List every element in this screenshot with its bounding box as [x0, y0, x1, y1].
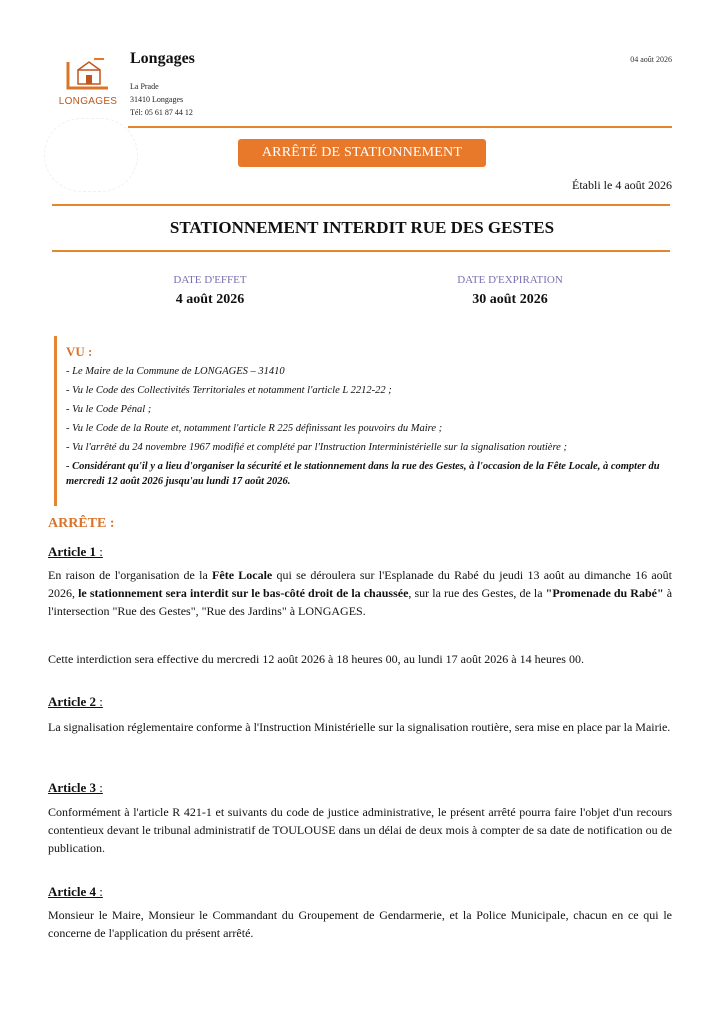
vu-item: - Vu le Code des Collectivités Territoriales et notamment l'article L 2212-22 ; [66, 385, 392, 396]
vu-title: VU : [66, 344, 93, 359]
page-title: STATIONNEMENT INTERDIT RUE DES GESTES [169, 218, 555, 237]
article-4-heading: Article 4 : [48, 884, 103, 899]
vu-item: - Le Maire de la Commune de LONGAGES – 31410 [66, 366, 285, 377]
vu-item: - Vu l'arrêté du 24 novembre 1967 modifié et complété par l'Instruction Interministérielle sur la signalisation routière ; [66, 442, 567, 453]
phone-number: Tél: 05 61 87 44 12 [130, 108, 193, 117]
vu-list [66, 362, 678, 489]
title-divider-top [52, 204, 670, 206]
effect-date-value: 4 août 2026 [175, 292, 245, 307]
title-divider-bottom [52, 250, 670, 252]
commune-logo [52, 56, 124, 112]
vu-item-considerant: - Considérant qu'il y a lieu d'organiser la sécurité et le stationnement dans la rue des Gestes, à l'occasion de la Fête Locale, à compter du mercredi 12 août 2026 jusqu'au lundi 17 août 2026. [66, 461, 660, 487]
arrete-title: ARRÊTE : [48, 516, 115, 531]
logo-wordmark: LONGAGES [58, 96, 118, 107]
header-date: 04 août 2026 [630, 55, 672, 64]
official-stamp [44, 118, 138, 192]
article-4-paragraph: Monsieur le Maire, Monsieur le Commandant du Groupement de Gendarmerie, et la Police Municipale, chacun en ce qui le concerne de l'application du présent arrêté. [48, 908, 672, 940]
expiry-date-label: DATE D'EXPIRATION [457, 274, 563, 286]
article-1-paragraph-1: En raison de l'organisation de la Fête Locale qui se déroulera sur l'Esplanade du Rabé du jeudi 13 août au dimanche 16 août 2026, le stationnement sera interdit sur le bas-côté droit de la chaussée, sur la rue des Gestes, de la "Promenade du Rabé" à l'intersection "Rue des Gestes", "Rue des Jardins" à LONGAGES. [48, 568, 673, 618]
article-3-heading: Article 3 : [48, 780, 103, 795]
established-date: Établi le 4 août 2026 [572, 178, 672, 192]
article-2-paragraph: La signalisation réglementaire conforme à l'Instruction Ministérielle sur la signalisation routière, sera mise en place par la Mairie. [48, 720, 671, 734]
org-name: Longages [130, 50, 195, 67]
article-3-paragraph: Conformément à l'article R 421-1 et suivants du code de justice administrative, le présent arrêté pourra faire l'objet d'un recours contentieux devant le tribunal administratif de TOULOUSE dans un délai de deux mois à compter de sa date de notification ou de publication. [48, 805, 672, 855]
address-line-1: La Prade [130, 82, 159, 91]
vu-item: - Vu le Code Pénal ; [66, 404, 152, 415]
article-1-paragraph-2: Cette interdiction sera effective du mercredi 12 août 2026 à 18 heures 00, au lundi 17 août 2026 à 14 heures 00. [48, 652, 584, 666]
document-type-badge: ARRÊTÉ DE STATIONNEMENT [238, 139, 486, 167]
vu-accent-bar [54, 336, 57, 506]
town-hall-icon [64, 56, 112, 94]
article-1-heading: Article 1 : [48, 544, 103, 559]
expiry-date-value: 30 août 2026 [472, 292, 548, 307]
effect-date-label: DATE D'EFFET [173, 274, 247, 286]
vu-item: - Vu le Code de la Route et, notamment l'article R 225 définissant les pouvoirs du Maire ; [66, 423, 443, 434]
article-2-heading: Article 2 : [48, 694, 103, 709]
address-line-2: 31410 Longages [130, 95, 184, 104]
header-divider [128, 126, 672, 128]
